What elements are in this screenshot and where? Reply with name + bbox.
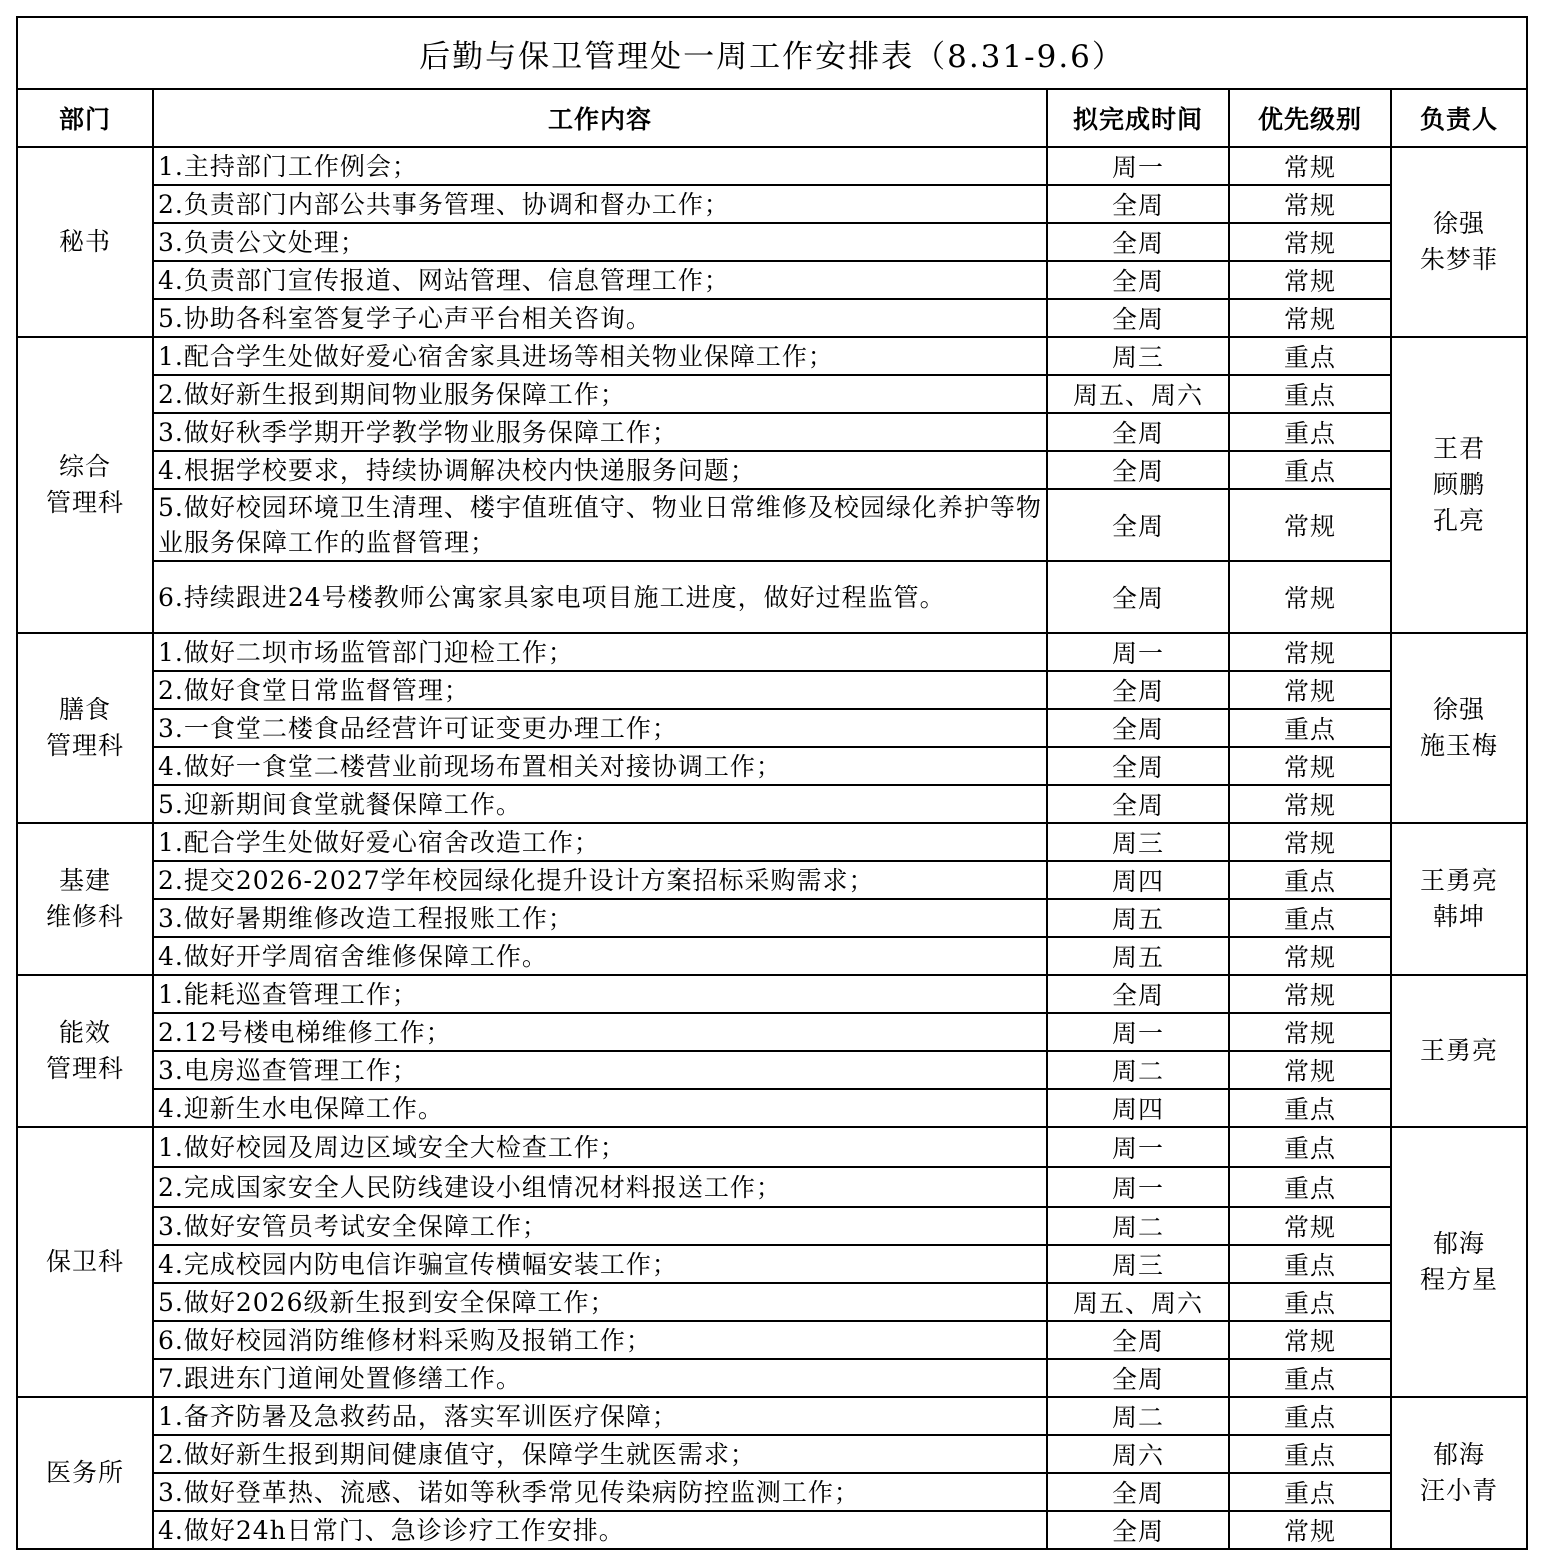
priority-cell: 常规 (1229, 633, 1391, 671)
owner-cell (1391, 1127, 1527, 1397)
owner-cell (1391, 147, 1527, 337)
owner-name: 王勇亮 (1419, 1036, 1498, 1065)
owner-name: 郁海 (1432, 1229, 1485, 1258)
deadline-cell: 周四 (1047, 861, 1229, 899)
priority-cell: 常规 (1229, 1321, 1391, 1359)
priority-cell: 重点 (1229, 899, 1391, 937)
deadline-cell: 周二 (1047, 1397, 1229, 1435)
table-row (17, 709, 1527, 747)
deadline-cell: 全周 (1047, 785, 1229, 823)
owner-name: 徐强 (1432, 209, 1485, 238)
deadline-cell: 全周 (1047, 671, 1229, 709)
deadline-cell: 全周 (1047, 489, 1229, 561)
table-row (17, 261, 1527, 299)
priority-cell: 重点 (1229, 1283, 1391, 1321)
owner-cell (1391, 975, 1527, 1127)
deadline-cell: 周五、周六 (1047, 375, 1229, 413)
deadline-cell: 周五 (1047, 899, 1229, 937)
deadline-cell: 周二 (1047, 1207, 1229, 1245)
table-row (17, 337, 1527, 375)
task-cell: 3.电房巡查管理工作； (153, 1051, 1047, 1089)
owner-cell (1391, 633, 1527, 823)
owner-name: 孔亮 (1432, 506, 1485, 535)
table-row (17, 937, 1527, 975)
table-row (17, 1207, 1527, 1245)
task-cell: 2.完成国家安全人民防线建设小组情况材料报送工作； (153, 1167, 1047, 1207)
task-cell: 1.备齐防暑及急救药品，落实军训医疗保障； (153, 1397, 1047, 1435)
schedule-body (17, 147, 1527, 1549)
priority-cell: 常规 (1229, 823, 1391, 861)
deadline-cell: 全周 (1047, 747, 1229, 785)
task-cell: 2.12号楼电梯维修工作； (153, 1013, 1047, 1051)
deadline-cell: 周一 (1047, 1127, 1229, 1167)
task-cell: 5.迎新期间食堂就餐保障工作。 (153, 785, 1047, 823)
table-row (17, 489, 1527, 561)
owner-name: 韩坤 (1432, 902, 1485, 931)
deadline-cell: 周五 (1047, 937, 1229, 975)
table-row (17, 1051, 1527, 1089)
header-priority: 优先级别 (1229, 89, 1391, 147)
department-name: 管理科 (45, 488, 124, 517)
owner-name: 程方星 (1419, 1265, 1498, 1294)
task-cell: 2.做好食堂日常监督管理； (153, 671, 1047, 709)
table-row (17, 451, 1527, 489)
deadline-cell: 全周 (1047, 261, 1229, 299)
priority-cell: 常规 (1229, 1207, 1391, 1245)
task-cell: 2.做好新生报到期间健康值守，保障学生就医需求； (153, 1435, 1047, 1473)
deadline-cell: 周四 (1047, 1089, 1229, 1127)
owner-name: 徐强 (1432, 695, 1485, 724)
task-cell: 4.做好24h日常门、急诊诊疗工作安排。 (153, 1511, 1047, 1549)
task-cell: 7.跟进东门道闸处置修缮工作。 (153, 1359, 1047, 1397)
task-cell: 6.做好校园消防维修材料采购及报销工作； (153, 1321, 1047, 1359)
priority-cell: 重点 (1229, 1435, 1391, 1473)
task-cell: 3.做好安管员考试安全保障工作； (153, 1207, 1047, 1245)
deadline-cell: 周一 (1047, 147, 1229, 185)
department-name: 医务所 (45, 1458, 124, 1487)
deadline-cell: 周三 (1047, 1245, 1229, 1283)
table-row (17, 299, 1527, 337)
task-cell: 2.提交2026-2027学年校园绿化提升设计方案招标采购需求； (153, 861, 1047, 899)
deadline-cell: 全周 (1047, 299, 1229, 337)
deadline-cell: 全周 (1047, 223, 1229, 261)
deadline-cell: 周一 (1047, 633, 1229, 671)
priority-cell: 常规 (1229, 937, 1391, 975)
deadline-cell: 全周 (1047, 561, 1229, 633)
task-cell: 6.持续跟进24号楼教师公寓家具家电项目施工进度，做好过程监管。 (153, 561, 1047, 633)
table-row (17, 223, 1527, 261)
table-row (17, 1245, 1527, 1283)
deadline-cell: 全周 (1047, 1473, 1229, 1511)
priority-cell: 重点 (1229, 1245, 1391, 1283)
table-row (17, 823, 1527, 861)
owner-cell (1391, 823, 1527, 975)
owner-cell (1391, 1397, 1527, 1549)
deadline-cell: 全周 (1047, 709, 1229, 747)
table-row (17, 185, 1527, 223)
priority-cell: 重点 (1229, 451, 1391, 489)
table-row (17, 899, 1527, 937)
department-cell (17, 823, 153, 975)
priority-cell: 重点 (1229, 861, 1391, 899)
department-cell (17, 633, 153, 823)
priority-cell: 重点 (1229, 1127, 1391, 1167)
priority-cell: 重点 (1229, 1089, 1391, 1127)
task-cell: 1.做好二坝市场监管部门迎检工作； (153, 633, 1047, 671)
table-row (17, 375, 1527, 413)
task-cell: 5.协助各科室答复学子心声平台相关咨询。 (153, 299, 1047, 337)
task-cell: 4.迎新生水电保障工作。 (153, 1089, 1047, 1127)
table-row (17, 1283, 1527, 1321)
priority-cell: 重点 (1229, 337, 1391, 375)
header-deadline: 拟完成时间 (1047, 89, 1229, 147)
department-cell (17, 337, 153, 633)
table-row (17, 1473, 1527, 1511)
deadline-cell: 周一 (1047, 1013, 1229, 1051)
table-row (17, 1435, 1527, 1473)
priority-cell: 常规 (1229, 785, 1391, 823)
priority-cell: 常规 (1229, 299, 1391, 337)
priority-cell: 常规 (1229, 975, 1391, 1013)
table-row (17, 1013, 1527, 1051)
priority-cell: 常规 (1229, 185, 1391, 223)
deadline-cell: 周五、周六 (1047, 1283, 1229, 1321)
task-cell: 5.做好校园环境卫生清理、楼宇值班值守、物业日常维修及校园绿化养护等物业服务保障工作的监督管理； (153, 489, 1047, 561)
deadline-cell: 周六 (1047, 1435, 1229, 1473)
priority-cell: 常规 (1229, 1013, 1391, 1051)
table-row (17, 1511, 1527, 1549)
priority-cell: 常规 (1229, 561, 1391, 633)
table-row (17, 1321, 1527, 1359)
priority-cell: 常规 (1229, 261, 1391, 299)
task-cell: 2.负责部门内部公共事务管理、协调和督办工作； (153, 185, 1047, 223)
deadline-cell: 周三 (1047, 823, 1229, 861)
deadline-cell: 全周 (1047, 975, 1229, 1013)
priority-cell: 重点 (1229, 1359, 1391, 1397)
table-row (17, 633, 1527, 671)
priority-cell: 重点 (1229, 1167, 1391, 1207)
task-cell: 3.做好登革热、流感、诺如等秋季常见传染病防控监测工作； (153, 1473, 1047, 1511)
department-name: 管理科 (45, 731, 124, 760)
sheet-title: 后勤与保卫管理处一周工作安排表（8.31-9.6） (17, 17, 1527, 89)
department-cell (17, 975, 153, 1127)
task-cell: 4.根据学校要求，持续协调解决校内快递服务问题； (153, 451, 1047, 489)
task-cell: 1.能耗巡查管理工作； (153, 975, 1047, 1013)
owner-name: 王勇亮 (1419, 866, 1498, 895)
task-cell: 1.主持部门工作例会； (153, 147, 1047, 185)
task-cell: 4.做好一食堂二楼营业前现场布置相关对接协调工作； (153, 747, 1047, 785)
priority-cell: 常规 (1229, 747, 1391, 785)
deadline-cell: 全周 (1047, 1321, 1229, 1359)
task-cell: 3.一食堂二楼食品经营许可证变更办理工作； (153, 709, 1047, 747)
priority-cell: 常规 (1229, 1051, 1391, 1089)
deadline-cell: 全周 (1047, 1511, 1229, 1549)
table-row (17, 785, 1527, 823)
task-cell: 3.做好暑期维修改造工程报账工作； (153, 899, 1047, 937)
priority-cell: 常规 (1229, 223, 1391, 261)
owner-name: 王君 (1432, 434, 1485, 463)
table-row (17, 747, 1527, 785)
task-cell: 1.做好校园及周边区域安全大检查工作； (153, 1127, 1047, 1167)
table-row (17, 147, 1527, 185)
department-cell (17, 1397, 153, 1549)
priority-cell: 常规 (1229, 671, 1391, 709)
priority-cell: 重点 (1229, 413, 1391, 451)
owner-name: 顾鹏 (1432, 470, 1485, 499)
table-row (17, 561, 1527, 633)
header-owner: 负责人 (1391, 89, 1527, 147)
task-cell: 3.负责公文处理； (153, 223, 1047, 261)
owner-name: 朱梦菲 (1419, 245, 1498, 274)
task-cell: 2.做好新生报到期间物业服务保障工作； (153, 375, 1047, 413)
department-cell (17, 1127, 153, 1397)
priority-cell: 常规 (1229, 489, 1391, 561)
owner-cell (1391, 337, 1527, 633)
deadline-cell: 全周 (1047, 413, 1229, 451)
department-name: 秘书 (58, 227, 111, 256)
owner-name: 郁海 (1432, 1440, 1485, 1469)
department-cell (17, 147, 153, 337)
department-name: 基建 (58, 866, 111, 895)
department-name: 能效 (58, 1018, 111, 1047)
priority-cell: 常规 (1229, 147, 1391, 185)
priority-cell: 重点 (1229, 1397, 1391, 1435)
header-department: 部门 (17, 89, 153, 147)
owner-name: 汪小青 (1419, 1476, 1498, 1505)
priority-cell: 重点 (1229, 375, 1391, 413)
deadline-cell: 周一 (1047, 1167, 1229, 1207)
department-name: 膳食 (58, 695, 111, 724)
department-name: 保卫科 (45, 1247, 124, 1276)
table-row (17, 1089, 1527, 1127)
task-cell: 4.完成校园内防电信诈骗宣传横幅安装工作； (153, 1245, 1047, 1283)
table-row (17, 975, 1527, 1013)
deadline-cell: 周三 (1047, 337, 1229, 375)
department-name: 维修科 (45, 902, 124, 931)
table-row (17, 1167, 1527, 1207)
deadline-cell: 全周 (1047, 451, 1229, 489)
department-name: 管理科 (45, 1054, 124, 1083)
owner-name: 施玉梅 (1419, 731, 1498, 760)
deadline-cell: 全周 (1047, 185, 1229, 223)
task-cell: 3.做好秋季学期开学教学物业服务保障工作； (153, 413, 1047, 451)
priority-cell: 重点 (1229, 1473, 1391, 1511)
department-name: 综合 (58, 452, 111, 481)
work-schedule-table (16, 16, 1528, 1550)
deadline-cell: 周二 (1047, 1051, 1229, 1089)
table-row (17, 1397, 1527, 1435)
table-row (17, 413, 1527, 451)
table-row (17, 671, 1527, 709)
table-row (17, 1127, 1527, 1167)
header-task: 工作内容 (153, 89, 1047, 147)
priority-cell: 常规 (1229, 1511, 1391, 1549)
task-cell: 1.配合学生处做好爱心宿舍改造工作； (153, 823, 1047, 861)
deadline-cell: 全周 (1047, 1359, 1229, 1397)
task-cell: 5.做好2026级新生报到安全保障工作； (153, 1283, 1047, 1321)
table-row (17, 861, 1527, 899)
table-row (17, 1359, 1527, 1397)
priority-cell: 重点 (1229, 709, 1391, 747)
task-cell: 4.负责部门宣传报道、网站管理、信息管理工作； (153, 261, 1047, 299)
task-cell: 1.配合学生处做好爱心宿舍家具进场等相关物业保障工作； (153, 337, 1047, 375)
task-cell: 4.做好开学周宿舍维修保障工作。 (153, 937, 1047, 975)
